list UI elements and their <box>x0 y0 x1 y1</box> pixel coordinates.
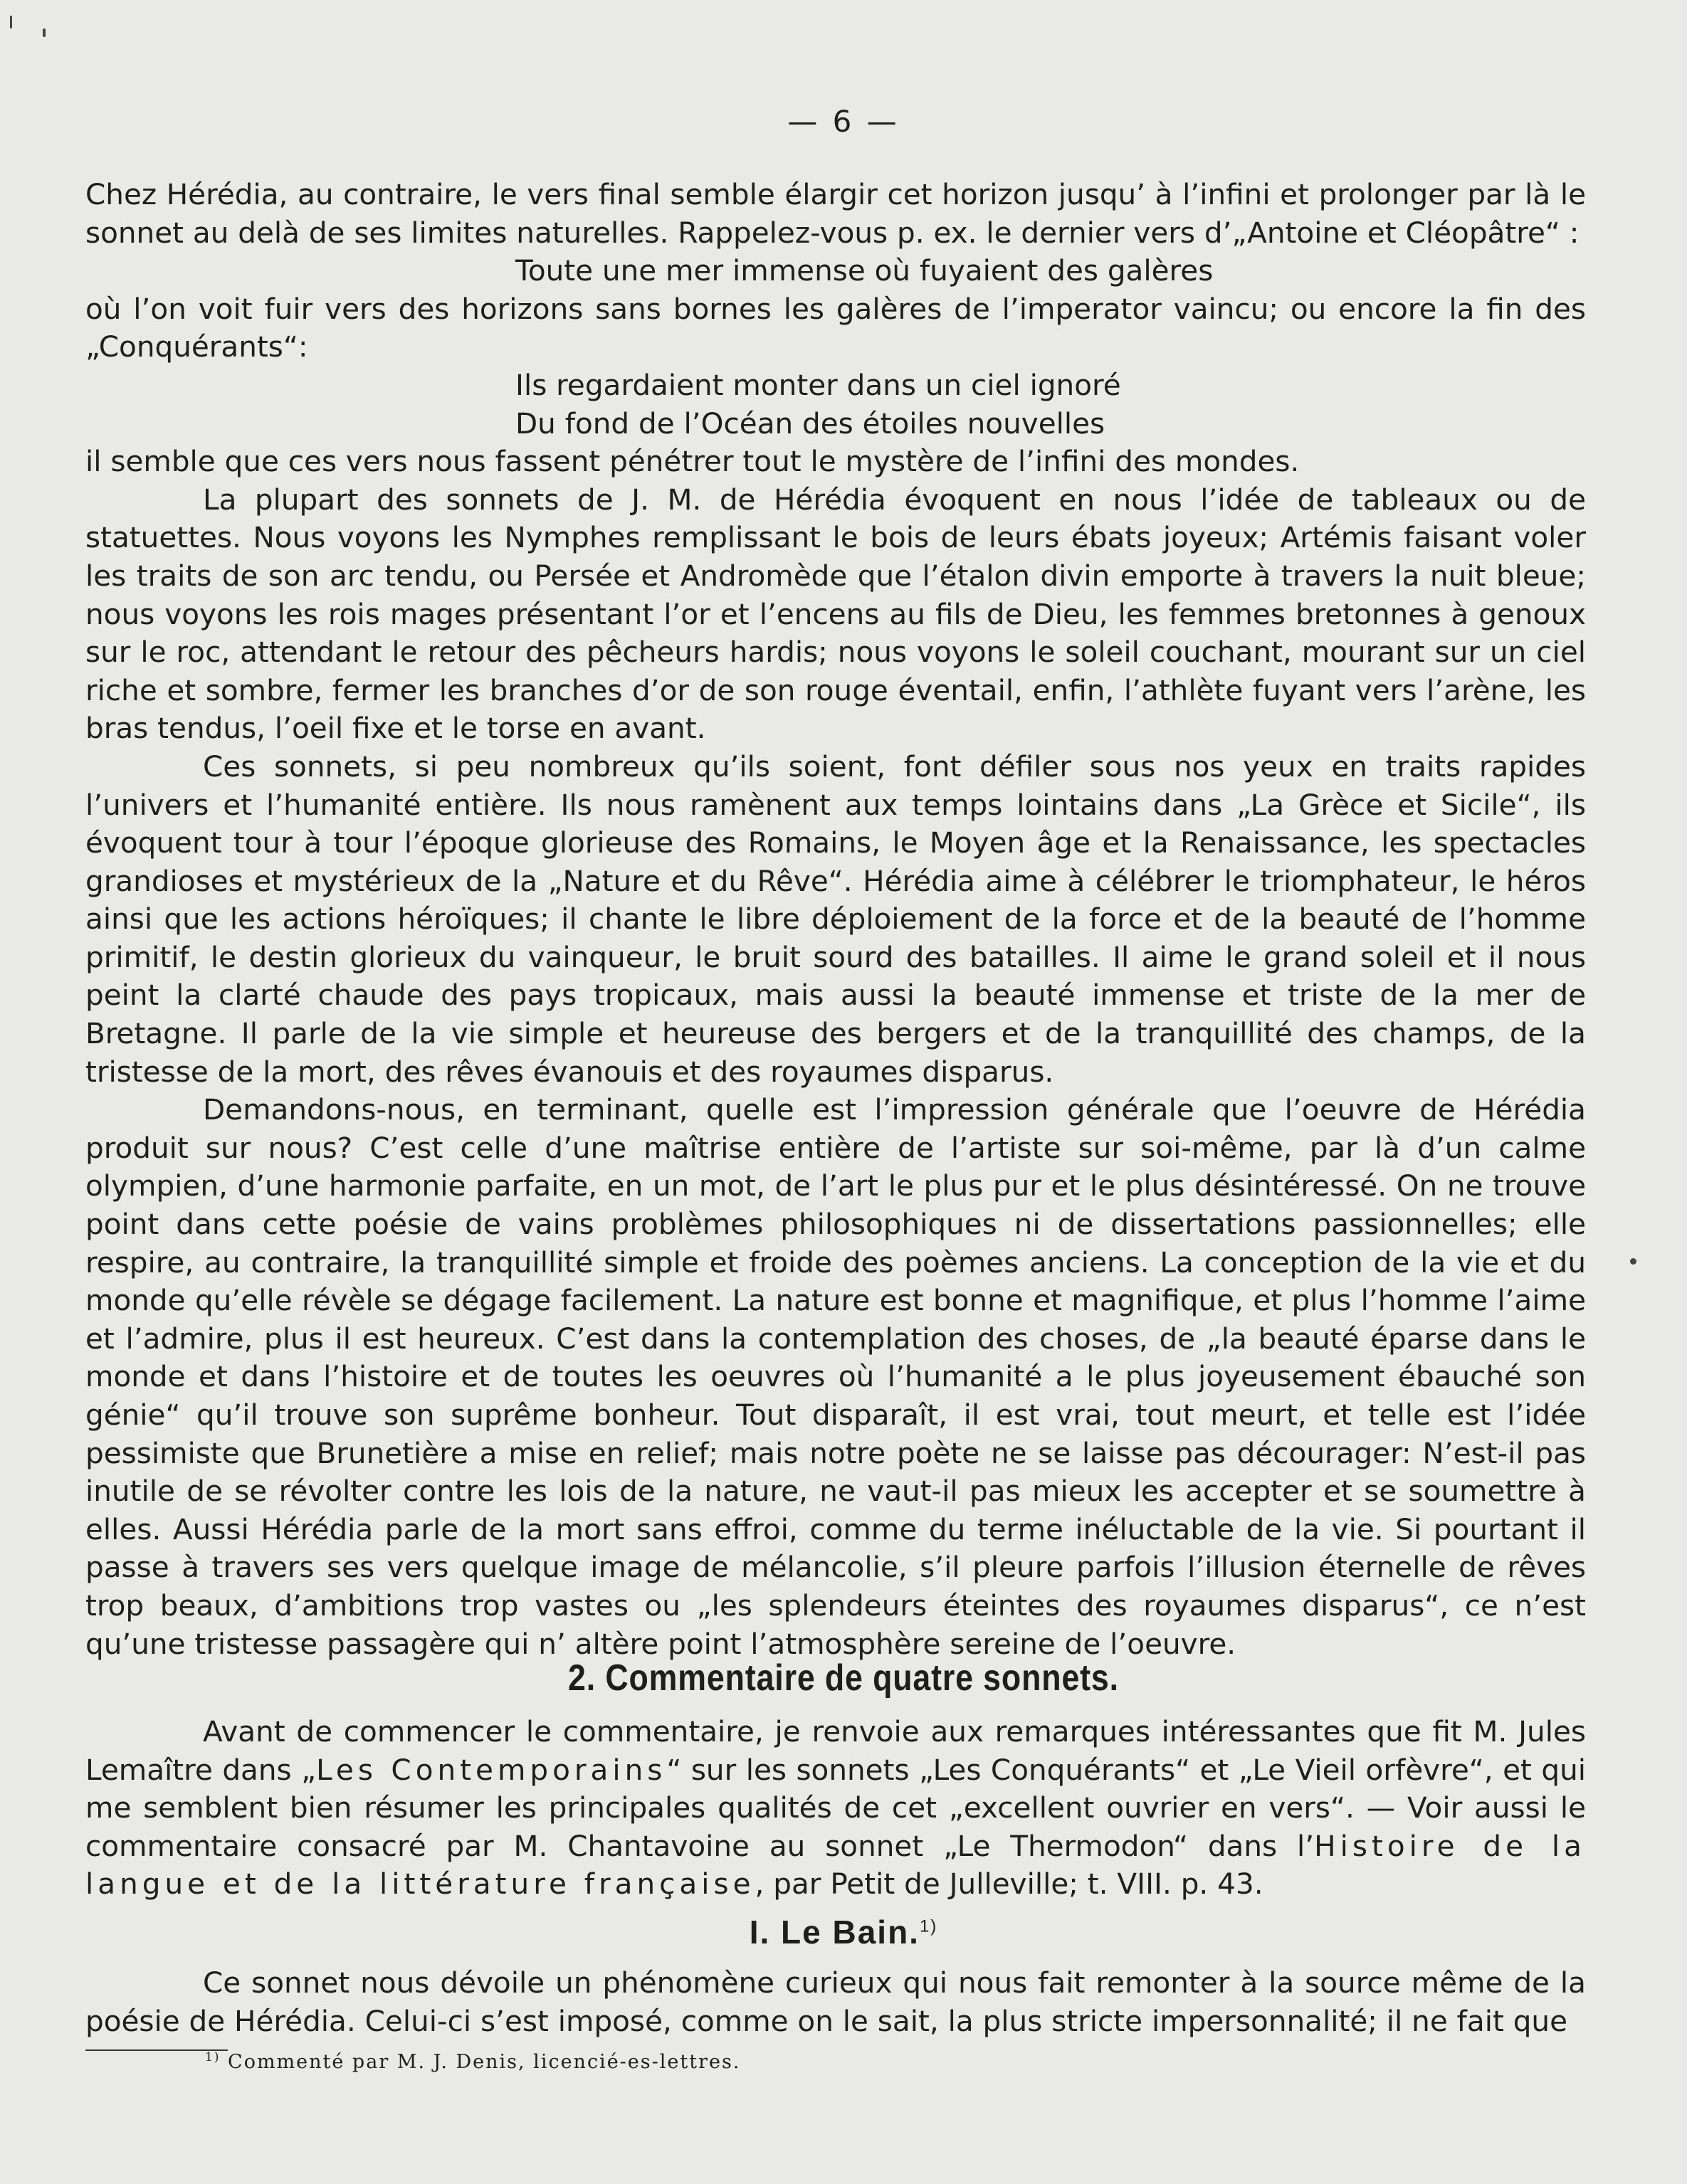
footnote-text: Commenté par M. J. Denis, licencié-es-lettres. <box>220 2051 741 2073</box>
page-number: — 6 — <box>787 104 900 139</box>
text-block-section <box>85 1713 1586 1904</box>
paragraph-6: Ce sonnet nous dévoile un phénomène curieux qui nous fait remonter à la source même de la poésie de Hérédia. Celui-ci s’est imposé, comme on le sait, la plus stricte impersonnalité; il ne fait que <box>85 1966 1586 2038</box>
book-title-histoire: Histoire de la langue et de la littérature française <box>85 1828 1586 1901</box>
section-heading: 2. Commentaire de quatre sonnets. <box>568 1657 1119 1699</box>
paragraph-5 <box>85 1713 1586 1904</box>
subheading <box>0 1913 1687 1951</box>
paper-speck <box>1630 1258 1636 1265</box>
paper-speck <box>10 16 12 28</box>
paragraph-1-conclusion: il semble que ces vers nous fassent pénétrer tout le mystère de l’infini des mondes. <box>85 444 1300 479</box>
paragraph-1-text: Chez Hérédia, au contraire, le vers final semble élargir cet horizon jusqu’ à l’infini et prolonger par là le sonnet au delà de ses limites naturelles. Rappelez-vous p. ex. le dernier vers d’„Antoine et Cléopâtre“ : <box>85 177 1586 250</box>
paper-speck <box>43 28 46 37</box>
paragraph-3: Ces sonnets, si peu nombreux qu’ils soient, font défiler sous nos yeux en traits rapides l’univers et l’humanité entière. Ils nous ramènent aux temps lointains dans „La Grèce et Sicile“, ils évoquent tour à tour l’époque glorieuse des Romains, le Moyen âge et la Renaissance, les spectacles grandioses et mystérieux de la „Nature et du Rêve“. Hérédia aime à célébrer le triomphateur, le héros ainsi que les actions héroïques; il chante le libre déploiement de la force et de la beauté de l’homme primitif, le destin glorieux du vainqueur, le bruit sourd des batailles. Il aime le grand soleil et il nous peint la clarté chaude des pays tropicaux, mais aussi la beauté immense et triste de la mer de Bretagne. Il parle de la vie simple et heureuse des bergers et de la tranquillité des champs, de la tristesse de la mort, des rêves évanouis et des royaumes disparus. <box>85 749 1586 1089</box>
paragraph-1-continuation: où l’on voit fuir vers des horizons sans bornes les galères de l’imperator vaincu; ou encore la fin des „Conquérants“: <box>85 291 1586 364</box>
book-title-contemporains: Les Contemporains <box>316 1752 667 1787</box>
paragraph-1 <box>85 176 1586 252</box>
verse-line: Du fond de l’Océan des étoiles nouvelles <box>515 406 1105 441</box>
subheading-title: I. Le Bain. <box>749 1914 920 1951</box>
verse-line: Ils regardaient monter dans un ciel ignoré <box>515 367 1121 402</box>
paragraph-5-part2: “ sur les sonnets „Les Conquérants“ et „Le Vieil orfèvre“, et qui me semblent bien résumer les principales qualités de cet „excellent ouvrier en vers“. — Voir aussi le commentaire consacré par M. Chantavoine au sonnet „Le Thermodon“ dans l’ <box>85 1752 1586 1863</box>
paragraph-5-part3: , par Petit de Julleville; t. VIII. p. 43. <box>755 1867 1263 1901</box>
quoted-verse-1 <box>85 252 1586 290</box>
paragraph-2: La plupart des sonnets de J. M. de Hérédia évoquent en nous l’idée de tableaux ou de statuettes. Nous voyons les Nymphes remplissant le bois de leurs ébats joyeux; Artémis faisant voler les traits de son arc tendu, ou Persée et Andromède que l’étalon divin emporte à travers la nuit bleue; nous voyons les rois mages présentant l’or et l’encens au fils de Dieu, les femmes bretonnes à genoux sur le roc, attendant le retour des pêcheurs hardis; nous voyons le soleil couchant, mourant sur un ciel riche et sombre, fermer les branches d’or de son rouge éventail, enfin, l’athlète fuyant vers l’arène, les bras tendus, l’oeil fixe et le torse en avant. <box>85 482 1586 746</box>
paragraph-5-part1: Avant de commencer le commentaire, je renvoie aux remarques intéressantes que fit M. Jules Lemaître dans „ <box>85 1714 1586 1787</box>
text-block-lower <box>85 1964 1586 2040</box>
footnote-marker: 1) <box>205 2050 221 2064</box>
paragraph-4: Demandons-nous, en terminant, quelle est l’impression générale que l’oeuvre de Hérédia produit sur nous? C’est celle d’une maîtrise entière de l’artiste sur soi-même, par là d’un calme olympien, d’une harmonie parfaite, en un mot, de l’art le plus pur et le plus désintéressé. On ne trouve point dans cette poésie de vains problèmes philosophiques ni de dissertations passionnelles; elle respire, au contraire, la tranquillité simple et froide des poèmes anciens. La conception de la vie et du monde qu’elle révèle se dégage facilement. La nature est bonne et magnifique, et plus l’homme l’aime et l’admire, plus il est heureux. C’est dans la contemplation des choses, de „la beauté éparse dans le monde et dans l’histoire et de toutes les oeuvres où l’humanité a le plus joyeusement ébauché son génie“ qu’il trouve son suprême bonheur. Tout disparaît, il est vrai, tout meurt, et telle est l’idée pessimiste que Brunetière a mise en relief; mais notre poète ne se laisse pas décourager: N’est-il pas inutile de se révolter contre les lois de la nature, ne vaut-il pas mieux les accepter et se soumettre à elles. Aussi Hérédia parle de la mort sans effroi, comme du terme inéluctable de la vie. Si pourtant il passe à travers ses vers quelque image de mélancolie, s’il pleure parfois l’illusion éternelle de rêves trop beaux, d’ambitions trop vastes ou „les splendeurs éteintes des royaumes disparus“, ce n’est qu’une tristesse passagère qui n’ altère point l’atmosphère sereine de l’oeuvre. <box>85 1092 1586 1661</box>
footnote <box>205 2050 740 2073</box>
quoted-verse-2 <box>85 366 1586 443</box>
footnote-reference: 1) <box>919 1916 938 1936</box>
verse-line: Toute une mer immense où fuyaient des galères <box>515 253 1214 288</box>
text-block-upper <box>85 176 1586 1663</box>
